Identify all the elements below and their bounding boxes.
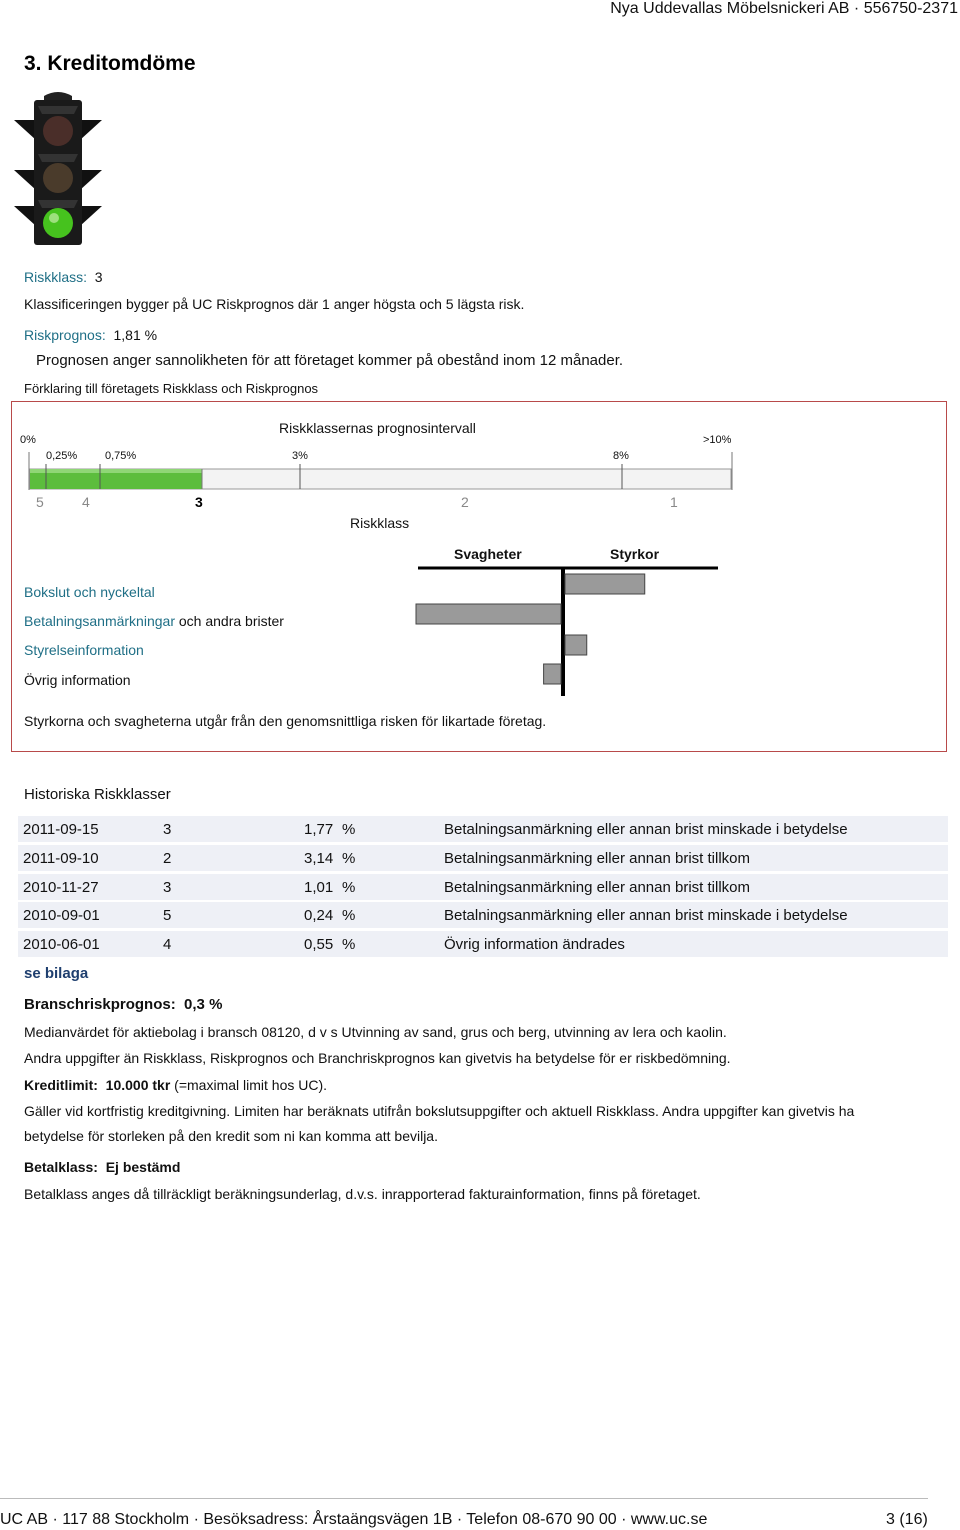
factor-link-styrelseinformation[interactable]: Styrelseinformation (24, 642, 144, 658)
history-class: 2 (163, 850, 172, 867)
yellow-light-off (43, 163, 73, 193)
history-pct: 0,55 (304, 936, 334, 953)
weakness-bar (544, 664, 561, 684)
section-title: 3. Kreditomdöme (24, 52, 196, 75)
bransch-note: Andra uppgifter än Riskklass, Riskprognos och Branchriskprognos kan givetvis ha betydelse för er riskbedömning. (24, 1050, 731, 1066)
weaknesses-label: Svagheter (454, 546, 522, 562)
kreditlimit-desc-1: Gäller vid kortfristig kreditgivning. Limiten har beräknats utifrån bokslutsuppgifter och aktuell Riskklass. Andra uppgifter kan givetvis ha (24, 1103, 855, 1119)
history-reason: Betalningsanmärkning eller annan brist minskade i betydelse (444, 907, 848, 924)
bransch-desc: Medianvärdet för aktiebolag i bransch 08120, d v s Utvinning av sand, grus och berg, utvinning av lera och kaolin. (24, 1024, 727, 1040)
scale-tick: 0,25% (46, 450, 78, 462)
footer-divider (0, 1498, 928, 1499)
history-row (18, 931, 948, 957)
riskklass-value: 3 (94, 269, 103, 285)
scale-pct-left: 0% (20, 434, 36, 446)
risk-scale-bar (28, 450, 738, 492)
footer-address: UC AB · 117 88 Stockholm · Besöksadress: Årstaängsvägen 1B · Telefon 08-670 90 00 · www.uc.se (0, 1511, 708, 1528)
betalklass-line (24, 1159, 180, 1175)
bransch-value: 0,3 % (184, 996, 223, 1013)
riskprognos-desc: Prognosen anger sannolikheten för att företaget kommer på obestånd inom 12 månader. (36, 352, 624, 369)
factor-link-betalningsanmarkningar[interactable]: Betalningsanmärkningar (24, 613, 175, 629)
footer-page-number: 3 (16) (886, 1511, 928, 1528)
history-reason: Betalningsanmärkning eller annan brist tillkom (444, 850, 750, 867)
riskprognos-label: Riskprognos: (24, 327, 106, 343)
scale-tick: 3% (292, 450, 308, 462)
kreditlimit-desc-2: betydelse för storleken på den kredit som ni kan komma att bevilja. (24, 1128, 438, 1144)
scale-pct-right: >10% (703, 434, 732, 446)
factor-label-ovrig: Övrig information (24, 672, 131, 688)
betalklass-value: Ej bestämd (105, 1159, 181, 1175)
bransch-label: Branschriskprognos: (24, 996, 176, 1013)
history-pct: 1,77 (304, 821, 334, 838)
riskklass-label: Riskklass: (24, 269, 88, 285)
factor-row (24, 642, 144, 658)
riskprognos-line (24, 327, 157, 343)
traffic-light-icon (14, 88, 104, 246)
history-date: 2010-11-27 (23, 879, 99, 896)
risk-class-5: 5 (36, 494, 44, 510)
kreditlimit-suffix: (=maximal limit hos UC). (170, 1077, 328, 1093)
weakness-bar (416, 604, 561, 624)
risk-class-3-active: 3 (195, 494, 203, 510)
history-pct: 0,24 (304, 907, 334, 924)
factor-row (24, 672, 131, 688)
history-unit: % (342, 907, 356, 924)
history-class: 3 (163, 879, 172, 896)
riskklass-desc: Klassificeringen bygger på UC Riskprognos där 1 anger högsta och 5 lägsta risk. (24, 296, 525, 312)
risk-class-4: 4 (82, 494, 90, 510)
history-reason: Betalningsanmärkning eller annan brist minskade i betydelse (444, 821, 848, 838)
history-unit: % (342, 879, 356, 896)
strengths-label: Styrkor (610, 546, 660, 562)
riskklass-line (24, 269, 103, 285)
history-unit: % (342, 821, 356, 838)
history-unit: % (342, 936, 356, 953)
factor-row (24, 613, 284, 629)
factor-row (24, 584, 155, 600)
history-title: Historiska Riskklasser (24, 786, 171, 803)
history-class: 3 (163, 821, 172, 838)
history-pct: 3,14 (304, 850, 334, 867)
history-pct: 1,01 (304, 879, 334, 896)
strength-bar (565, 635, 587, 655)
explanation-title: Förklaring till företagets Riskklass och Riskprognos (24, 381, 319, 396)
history-date: 2010-09-01 (23, 907, 100, 924)
risk-class-axis-label: Riskklass (350, 515, 410, 531)
factors-note: Styrkorna och svagheterna utgår från den genomsnittliga risken för likartade företag. (24, 713, 547, 729)
history-date: 2010-06-01 (23, 936, 100, 953)
bransch-line (24, 996, 222, 1013)
scale-tick: 0,75% (105, 450, 137, 462)
history-row (18, 902, 948, 928)
scale-tick: 8% (613, 450, 629, 462)
strengths-weaknesses-chart (400, 560, 730, 700)
kreditlimit-line (24, 1077, 327, 1093)
history-date: 2011-09-15 (23, 821, 99, 838)
history-date: 2011-09-10 (23, 850, 99, 867)
risk-class-2: 2 (461, 494, 469, 510)
scale-title: Riskklassernas prognosintervall (279, 420, 476, 436)
page-header-company: Nya Uddevallas Möbelsnickeri AB · 556750-2371 (610, 0, 958, 17)
green-light-on (43, 208, 73, 238)
history-unit: % (342, 850, 356, 867)
history-reason: Övrig information ändrades (444, 936, 625, 953)
kreditlimit-label: Kreditlimit: (24, 1077, 98, 1093)
red-light-off (43, 116, 73, 146)
history-row (18, 874, 948, 900)
strength-bar (565, 574, 645, 594)
factor-link-bokslut[interactable]: Bokslut och nyckeltal (24, 584, 155, 600)
history-row (18, 816, 948, 842)
factor-label-rest: och andra brister (174, 613, 284, 629)
riskprognos-value: 1,81 % (113, 327, 158, 343)
history-reason: Betalningsanmärkning eller annan brist tillkom (444, 879, 750, 896)
history-class: 5 (163, 907, 172, 924)
kreditlimit-value: 10.000 tkr (105, 1077, 171, 1093)
risk-class-1: 1 (670, 494, 678, 510)
betalklass-desc: Betalklass anges då tillräckligt beräkningsunderlag, d.v.s. inrapporterad fakturainformation, finns på företaget. (24, 1186, 701, 1202)
history-class: 4 (163, 936, 172, 953)
se-bilaga-link[interactable]: se bilaga (24, 965, 89, 982)
history-row (18, 845, 948, 871)
betalklass-label: Betalklass: (24, 1159, 98, 1175)
